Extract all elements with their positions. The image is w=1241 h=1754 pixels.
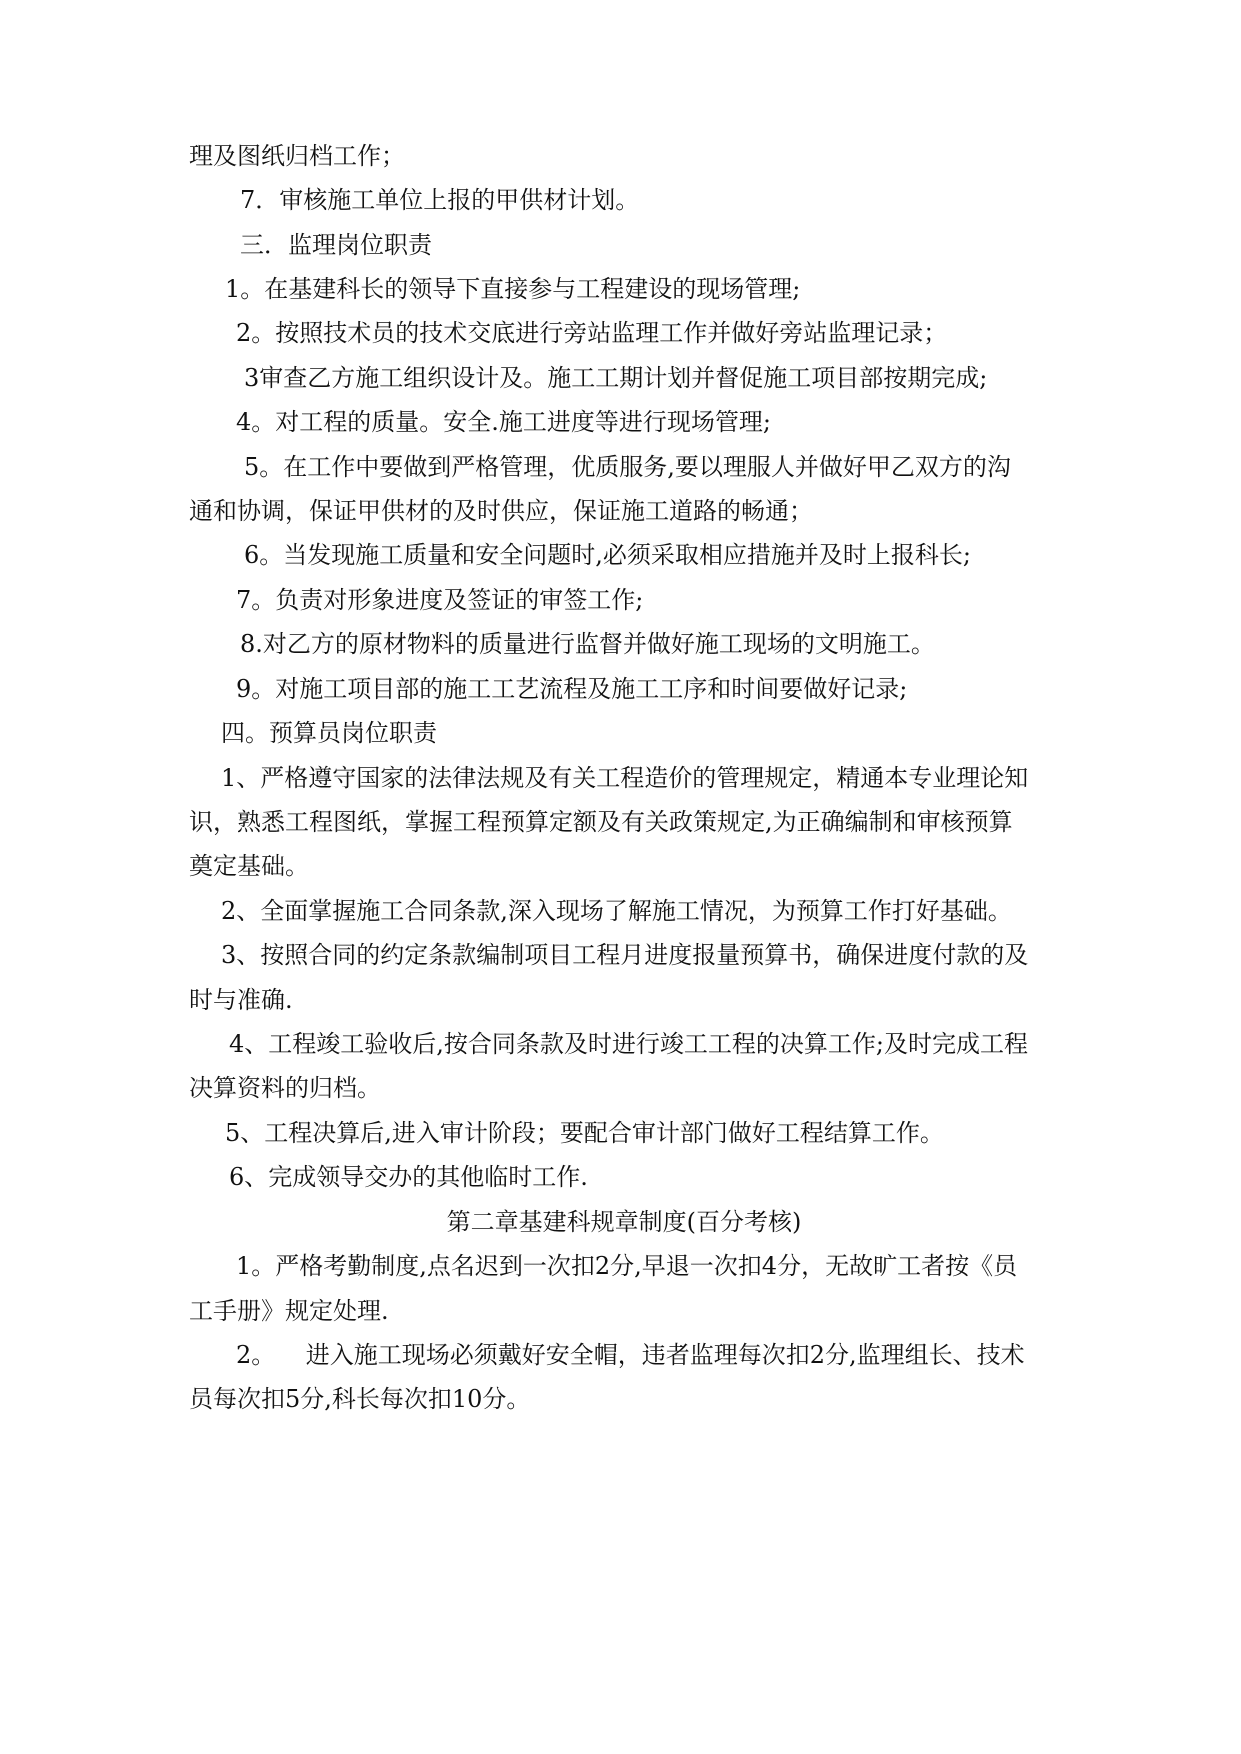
text-line: 5。在工作中要做到严格管理，优质服务,要以理服人并做好甲乙双方的沟	[244, 453, 1011, 481]
text-line: 理及图纸归档工作；	[189, 142, 405, 170]
text-line: 1、严格遵守国家的法律法规及有关工程造价的管理规定，精通本专业理论知	[221, 764, 1029, 792]
text-line: 奠定基础。	[189, 852, 309, 880]
text-line: 6、完成领导交办的其他临时工作.	[229, 1163, 588, 1191]
section-heading: 四。预算员岗位职责	[221, 719, 437, 747]
text-line: 工手册》规定处理.	[189, 1297, 389, 1325]
text-line: 9。对施工项目部的施工工艺流程及施工工序和时间要做好记录;	[236, 675, 908, 703]
text-line: 2、全面掌握施工合同条款,深入现场了解施工情况，为预算工作打好基础。	[221, 897, 1012, 925]
text-line: 2。按照技术员的技术交底进行旁站监理工作并做好旁站监理记录；	[236, 319, 948, 347]
text-line: 员每次扣5分,科长每次扣10分。	[189, 1385, 531, 1413]
text-line: 5、工程决算后,进入审计阶段；要配合审计部门做好工程结算工作。	[225, 1119, 944, 1147]
text-line: 1。严格考勤制度,点名迟到一次扣2分,早退一次扣4分，无故旷工者按《员	[236, 1252, 1018, 1280]
text-line: 4。对工程的质量。安全.施工进度等进行现场管理;	[236, 408, 771, 436]
text-line: 决算资料的归档。	[189, 1074, 381, 1102]
text-line: 识，熟悉工程图纸，掌握工程预算定额及有关政策规定,为正确编制和审核预算	[189, 808, 1013, 836]
text-line: 7。负责对形象进度及签证的审签工作;	[236, 586, 644, 614]
text-line: 6。当发现施工质量和安全问题时,必须采取相应措施并及时上报科长;	[244, 541, 971, 569]
text-line: 通和协调，保证甲供材的及时供应，保证施工道路的畅通；	[189, 497, 813, 525]
text-line: 8.对乙方的原材物料的质量进行监督并做好施工现场的文明施工。	[240, 630, 935, 658]
section-heading: 三．监理岗位职责	[240, 231, 432, 259]
text-line: 7．审核施工单位上报的甲供材计划。	[240, 186, 640, 214]
text-line: 2。 进入施工现场必须戴好安全帽，违者监理每次扣2分,监理组长、技术	[236, 1341, 1025, 1369]
text-line: 时与准确.	[189, 986, 293, 1014]
text-line: 3审查乙方施工组织设计及。施工工期计划并督促施工项目部按期完成;	[244, 364, 988, 392]
text-line: 4、工程竣工验收后,按合同条款及时进行竣工工程的决算工作;及时完成工程	[229, 1030, 1028, 1058]
text-line: 1。在基建科长的领导下直接参与工程建设的现场管理;	[225, 275, 801, 303]
text-line: 3、按照合同的约定条款编制项目工程月进度报量预算书，确保进度付款的及	[221, 941, 1029, 969]
chapter-heading: 第二章基建科规章制度(百分考核)	[446, 1208, 802, 1236]
